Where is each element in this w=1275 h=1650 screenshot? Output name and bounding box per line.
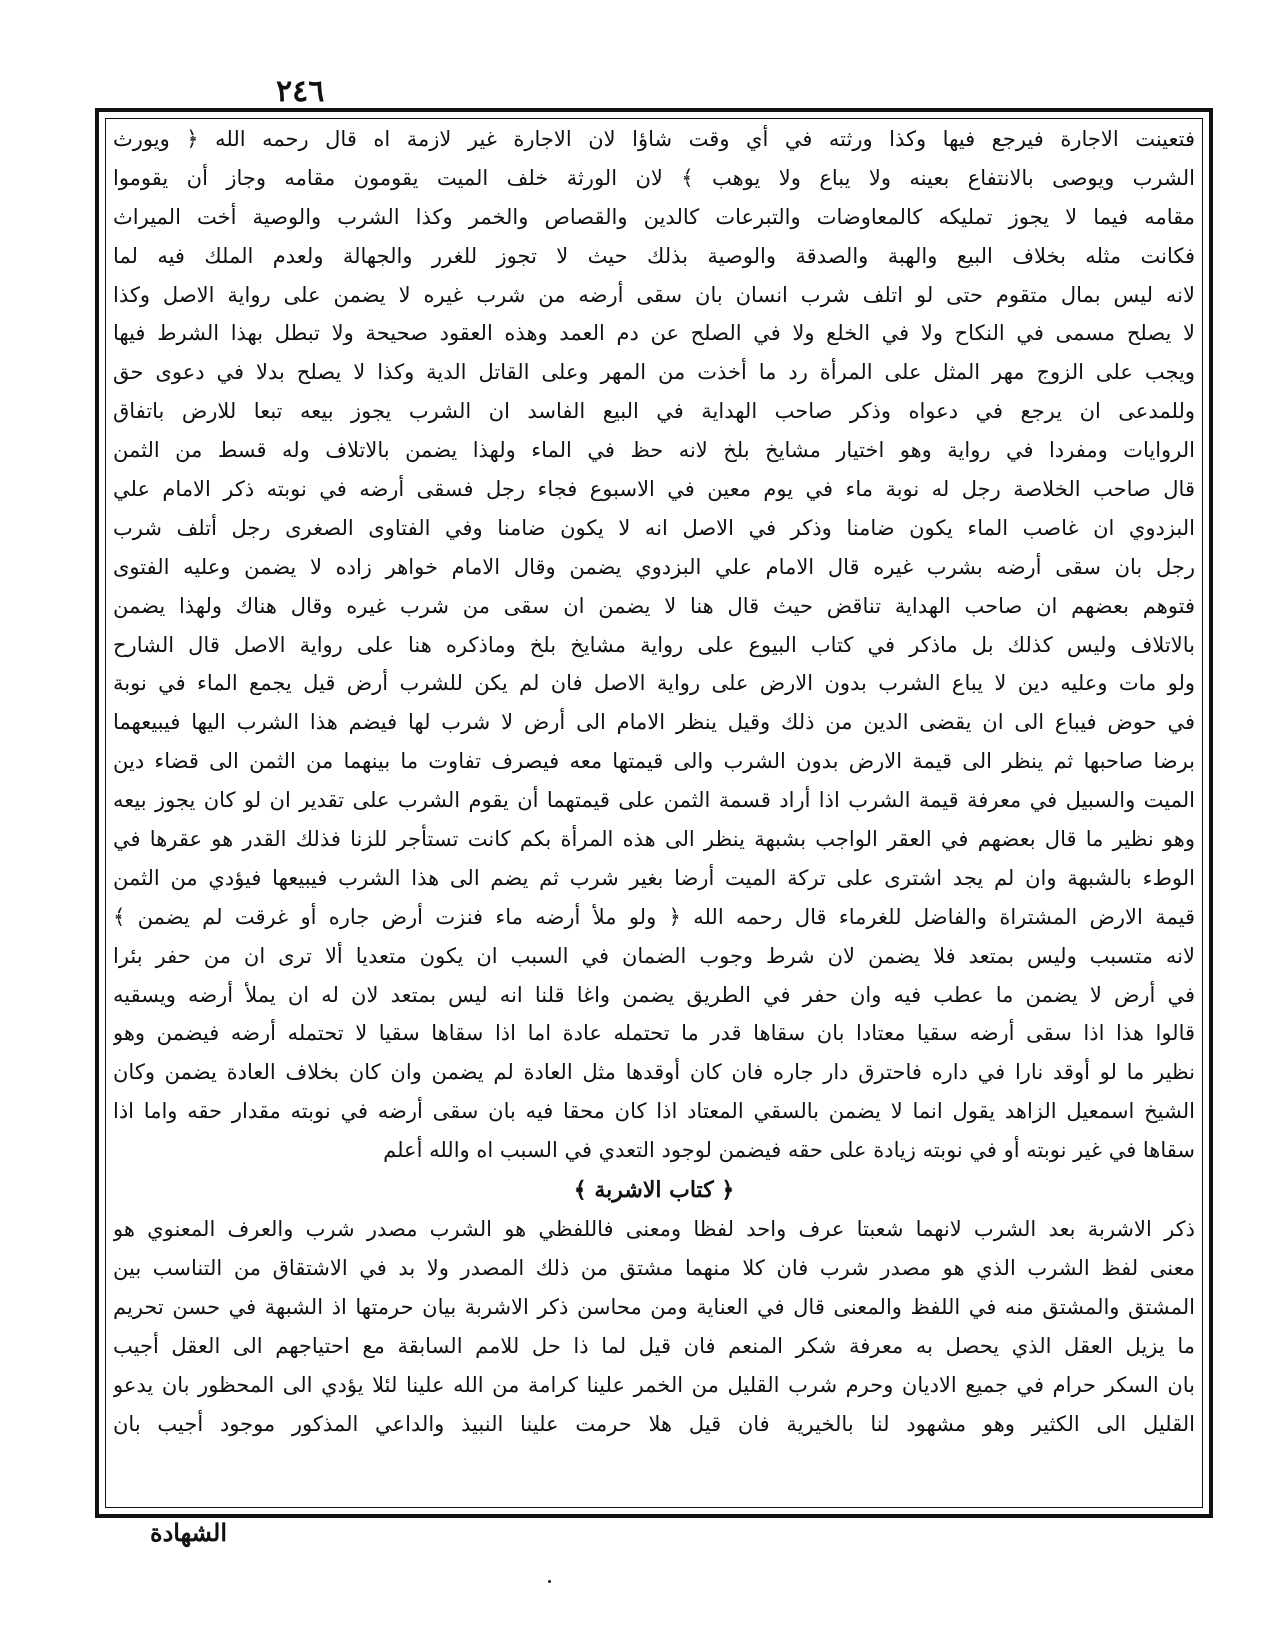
text-line: وهو نظير ما قال بعضهم في العقر الواجب بشبهة ينظر الى هذه المرأة بكم كانت تستأجر للزنا فذلك القدر هو عقرها في bbox=[113, 827, 1195, 852]
text-line: رجل بان سقى أرضه بشرب غيره قال الامام علي البزدوي يضمن وقال الامام خواهر زاده لا يضمن وعليه الفتوى bbox=[113, 554, 1195, 579]
text-line: فتعينت الاجارة فيرجع فيها وكذا ورثته في أي وقت شاؤا لان الاجارة غير لازمة اه قال رحمه الله ﴿ ويورث bbox=[113, 127, 1195, 151]
text-line: الروايات ومفردا في رواية وهو اختيار مشايخ بلخ لانه حظ في الماء ولهذا يضمن بالاتلاف وله قسط من الثمن bbox=[113, 438, 1195, 463]
text-line: قيمة الارض المشتراة والفاضل للغرماء قال رحمه الله ﴿ ولو ملأ أرضه ماء فنزت أرض جاره أو غرقت لم يضمن ﴾ bbox=[113, 904, 1195, 929]
text-line: الشيخ اسمعيل الزاهد يقول انما لا يضمن بالسقي المعتاد اذا كان محقا فيه بان سقى أرضه في نوبته مقدار حقه واما اذا bbox=[113, 1099, 1195, 1124]
text-line: فكانت مثله بخلاف البيع والهبة والصدقة والوصية بذلك حيث لا تجوز للغرر والجهالة ولعدم الملك فيه لما bbox=[113, 243, 1195, 268]
text-line: بان السكر حرام في جميع الاديان وحرم شرب القليل من الخمر علينا كرامة من الله علينا لئلا يؤدي الى المحظور بان يدعو bbox=[113, 1372, 1195, 1397]
text-line: في حوض فيباع الى ان يقضى الدين من ذلك وقيل ينظر الامام الى أرض لا شرب لها فيضم هذا الشرب اليها فيبيعهما bbox=[113, 710, 1195, 735]
main-text bbox=[113, 120, 1195, 1443]
text-line: قال صاحب الخلاصة رجل له نوبة ماء في يوم معين في الاسبوع فجاء رجل فسقى أرضه في نوبته ذكر الامام علي bbox=[113, 477, 1195, 502]
text-line: نظير ما لو أوقد نارا في داره فاحترق دار جاره فان كان أوقدها مثل العادة لم يضمن وان كان بخلاف العادة يضمن وكان bbox=[113, 1060, 1195, 1085]
page-number: ٢٤٦ bbox=[276, 74, 325, 109]
text-line: المشتق والمشتق منه في اللفظ والمعنى قال في العناية ومن محاسن ذكر الاشربة بيان حرمتها اذ الشبهة في حسن تحريم bbox=[113, 1294, 1195, 1319]
text-line: برضا صاحبها ثم ينظر الى قيمة الارض بدون الشرب والى قيمتها معه فيصرف تفاوت ما بينهما من الثمن الى قضاء دين bbox=[113, 749, 1195, 774]
text-line: ويجب على الزوج مهر المثل على المرأة رد ما أخذت من المهر وعلى القاتل الدية وكذا لا يصلح بدلا في دعوى حق bbox=[113, 360, 1195, 385]
text-line: سقاها في غير نوبته أو في نوبته زيادة على حقه فيضمن لوجود التعدي في السبب اه والله أعلم bbox=[383, 1138, 1195, 1163]
text-line: الميت والسبيل في معرفة قيمة الشرب اذا أراد قسمة الثمن على قيمتهما أن يقوم الشرب على تقدير ان لو كان يجوز بيعه bbox=[113, 788, 1195, 813]
text-line: القليل الى الكثير وهو مشهود لنا بالخيرية فان قيل هلا حرمت علينا النبيذ والداعي المذكور موجود أجيب بان bbox=[113, 1411, 1195, 1436]
text-line: فتوهم بعضهم ان صاحب الهداية تناقض حيث قال هنا لا يضمن ان سقى من شرب غيره وقال هناك ولهذا يضمن bbox=[113, 593, 1195, 618]
text-line: ذكر الاشربة بعد الشرب لانهما شعبتا عرف واحد لفظا ومعنى فاللفظي هو الشرب مصدر شرب والعرف المعنوي هو bbox=[113, 1217, 1195, 1242]
text-line: الوطء بالشبهة وان لم يجد اشترى على تركة الميت أرضا بغير شرب ثم يضم الى هذا الشرب فيبيعها فيؤدي من الثمن bbox=[113, 865, 1195, 890]
ink-speck bbox=[548, 1580, 551, 1583]
text-line: مقامه فيما لا يجوز تمليكه كالمعاوضات والتبرعات كالدين والقصاص والخمر وكذا الشرب والوصية أخت الميراث bbox=[113, 204, 1195, 229]
text-line: لانه ليس بمال متقوم حتى لو اتلف شرب انسان بان سقى أرضه من شرب غيره لا يضمن على رواية الاصل وكذا bbox=[113, 282, 1195, 307]
text-line: ولو مات وعليه دين لا يباع الشرب بدون الارض على رواية الاصل فان لم يكن للشرب أرض قيل يجمع الماء في نوبة bbox=[113, 671, 1195, 696]
text-line: وللمدعى ان يرجع في دعواه وذكر صاحب الهداية في البيع الفاسد ان الشرب يجوز بيعه تبعا للارض باتفاق bbox=[113, 399, 1195, 424]
text-line: لا يصلح مسمى في النكاح ولا في الخلع ولا في الصلح عن دم العمد وهذه العقود صحيحة ولا تبطل بهذا الشرط فيها bbox=[113, 321, 1195, 346]
text-line: ما يزيل العقل الذي يحصل به معرفة شكر المنعم فان قيل لما ذا حل للامم السابقة مع احتياجهم الى العقل أجيب bbox=[113, 1333, 1195, 1358]
text-line: قالوا هذا اذا سقى أرضه سقيا معتادا بان سقاها قدر ما تحتمله عادة اما اذا سقاها سقيا لا تحتمله أرضه فيضمن وهو bbox=[113, 1021, 1195, 1046]
text-line: البزدوي ان غاصب الماء يكون ضامنا وذكر في الاصل انه لا يكون ضامنا وفي الفتاوى الصغرى رجل أتلف شرب bbox=[113, 515, 1195, 540]
text-line: بالاتلاف وليس كذلك بل ماذكر في كتاب البيوع على رواية مشايخ بلخ وماذكره هنا على رواية الاصل قال الشارح bbox=[113, 632, 1195, 657]
catchword: الشهادة bbox=[150, 1518, 228, 1547]
chapter-heading: ﴿ كتاب الاشربة ﴾ bbox=[573, 1177, 735, 1204]
text-line: معنى لفظ الشرب الذي هو مصدر شرب فان كلا منهما مشتق من ذلك المصدر ولا بد في الاشتقاق من التناسب بين bbox=[113, 1255, 1195, 1280]
text-line: الشرب ويوصى بالانتفاع بعينه ولا يباع ولا يوهب ﴾ لان الورثة خلف الميت يقومون مقامه وجاز أن يقوموا bbox=[113, 165, 1195, 190]
text-line: في أرض لا يضمن ما عطب فيه وان حفر في الطريق يضمن واغا قلنا انه ليس بمتعد لان له ان يملأ أرضه ويسقيه bbox=[113, 982, 1195, 1007]
text-line: لانه متسبب وليس بمتعد فلا يضمن لان شرط وجوب الضمان في السبب ان يكون متعديا ألا ترى ان من حفر بئرا bbox=[113, 943, 1195, 968]
